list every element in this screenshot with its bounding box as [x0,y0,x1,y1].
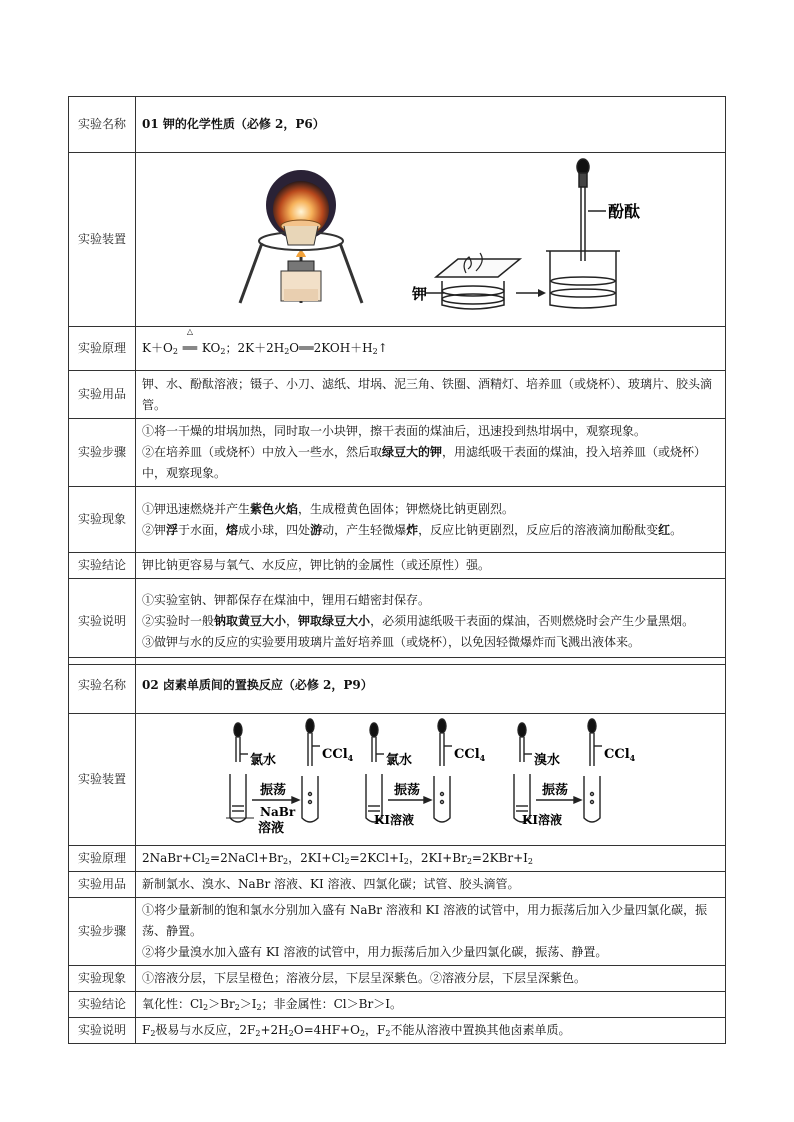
experiment-2-supplies: 新制氯水、溴水、NaBr 溶液、KI 溶液、四氯化碳；试管、胶头滴管。 [136,872,726,898]
experiment-2-conclusion: 氧化性：$Cl_2>Br_2>I_2$；非金属性：Cl＞Br＞I。 [136,992,726,1018]
beaker-with-dropper-illustration [546,159,620,308]
halogen-apparatus-figure [136,714,714,838]
label-supplies: 实验用品 [69,872,136,898]
label-ki-solution-2: KI溶液 [522,813,563,827]
test-tube-set-2 [366,719,452,822]
heat-symbol: △ [186,327,193,336]
label-ccl4-1: CCl$_4$ [322,747,354,763]
experiment-1-phenomena [136,487,726,553]
experiment-2-apparatus [136,714,726,846]
experiment-1-supplies: 钾、水、酚酞溶液；镊子、小刀、滤纸、坩埚、泥三角、铁圈、酒精灯、培养皿（或烧杯）、玻璃片、胶头滴管。 [136,371,726,419]
label-notes: 实验说明 [69,579,136,665]
phenomenon-1: ①钾迅速燃烧并产生紫色火焰，生成橙黄色固体；钾燃烧比钠更剧烈。 [142,501,515,516]
experiment-1-steps [136,419,726,487]
label-phenomena: 实验现象 [69,966,136,992]
experiment-1-conclusion: 钾比钠更容易与氧气、水反应，钾比钠的金属性（或还原性）强。 [136,553,726,579]
label-conclusion: 实验结论 [69,992,136,1018]
label-chlorine-water-1: 氯水 [250,753,277,768]
experiment-1-title: 01 钾的化学性质（必修 2，P6） [136,97,726,153]
crucible-heating-illustration [240,170,362,303]
label-chlorine-water-2: 氯水 [386,753,413,768]
label-principle: 实验原理 [69,327,136,371]
label-steps: 实验步骤 [69,419,136,487]
label-supplies: 实验用品 [69,371,136,419]
label-principle: 实验原理 [69,846,136,872]
experiment-2-title: 02 卤素单质间的置换反应（必修 2，P9） [136,658,726,714]
step-1: ①将少量新制的饱和氯水分别加入盛有 NaBr 溶液和 KI 溶液的试管中，用力振荡后加入少量四氯化碳，振荡、静置。 [142,903,708,938]
note-3: ③做钾与水的反应的实验要用玻璃片盖好培养皿（或烧杯），以免因轻微爆炸而飞溅出液体来。 [142,635,641,649]
label-ccl4-2: CCl$_4$ [454,747,486,763]
label-phenolphthalein: 酚酞 [608,202,641,221]
label-conclusion: 实验结论 [69,553,136,579]
label-shake-1: 振荡 [260,783,287,798]
experiment-2-notes: $F_2$极易与水反应，$2F_2+2H_2O=4HF+O_2$，$F_2$不能从溶液中置换其他卤素单质。 [136,1018,726,1044]
label-shake-2: 振荡 [394,783,421,798]
experiment-1-principle: $K+O_2$ △ ══ $KO_2$；$2K+2H_2O══2KOH+H_2↑$ [136,327,726,371]
experiment-1-table [68,96,726,665]
label-name: 实验名称 [69,658,136,714]
label-k: 钾 [412,285,428,303]
label-notes: 实验说明 [69,1018,136,1044]
step-1: ①将一干燥的坩埚加热，同时取一小块钾，擦干表面的煤油后，迅速投到热坩埚中，观察现象。 [142,424,647,438]
arrow-icon [516,289,546,297]
label-phenomena: 实验现象 [69,487,136,553]
note-1: ①实验室钠、钾都保存在煤油中，锂用石蜡密封保存。 [142,593,431,607]
experiment-2-principle: $2NaBr+Cl_2=2NaCl+Br_2$，$2KI+Cl_2=2KCl+I_2$，$2KI+Br_2=2KBr+I_2$ [136,846,726,872]
test-tube-set-3 [514,719,602,822]
label-apparatus: 实验装置 [69,153,136,327]
label-nabr: NaBr [260,805,296,819]
experiment-2-phenomena: ①溶液分层，下层呈橙色；溶液分层，下层呈深紫色。②溶液分层，下层呈深紫色。 [136,966,726,992]
petri-dish-illustration [426,253,520,309]
label-ccl4-3: CCl$_4$ [604,747,636,763]
step-2: ②在培养皿（或烧杯）中放入一些水，然后取绿豆大的钾，用滤纸吸干表面的煤油，投入培养皿（或烧杯）中，观察现象。 [142,445,707,480]
potassium-apparatus-figure [136,153,714,319]
label-apparatus: 实验装置 [69,714,136,846]
label-steps: 实验步骤 [69,898,136,966]
label-bromine-water: 溴水 [534,753,561,768]
experiment-2-table [68,657,726,1044]
label-name: 实验名称 [69,97,136,153]
step-2: ②将少量溴水加入盛有 KI 溶液的试管中，用力振荡后加入少量四氯化碳，振荡、静置。 [142,945,608,959]
experiment-1-apparatus [136,153,726,327]
label-shake-3: 振荡 [542,783,569,798]
experiment-2-steps [136,898,726,966]
experiment-1-notes [136,579,726,665]
phenomenon-2: ②钾浮于水面，熔成小球，四处游动，产生轻微爆炸，反应比钠更剧烈，反应后的溶液滴加酚酞变红。 [142,522,683,537]
label-ki-solution-1: KI溶液 [374,813,415,827]
label-solution: 溶液 [258,821,285,836]
note-2: ②实验时一般钠取黄豆大小，钾取绿豆大小，必须用滤纸吸干表面的煤油，否则燃烧时会产生少量黑烟。 [142,614,695,628]
